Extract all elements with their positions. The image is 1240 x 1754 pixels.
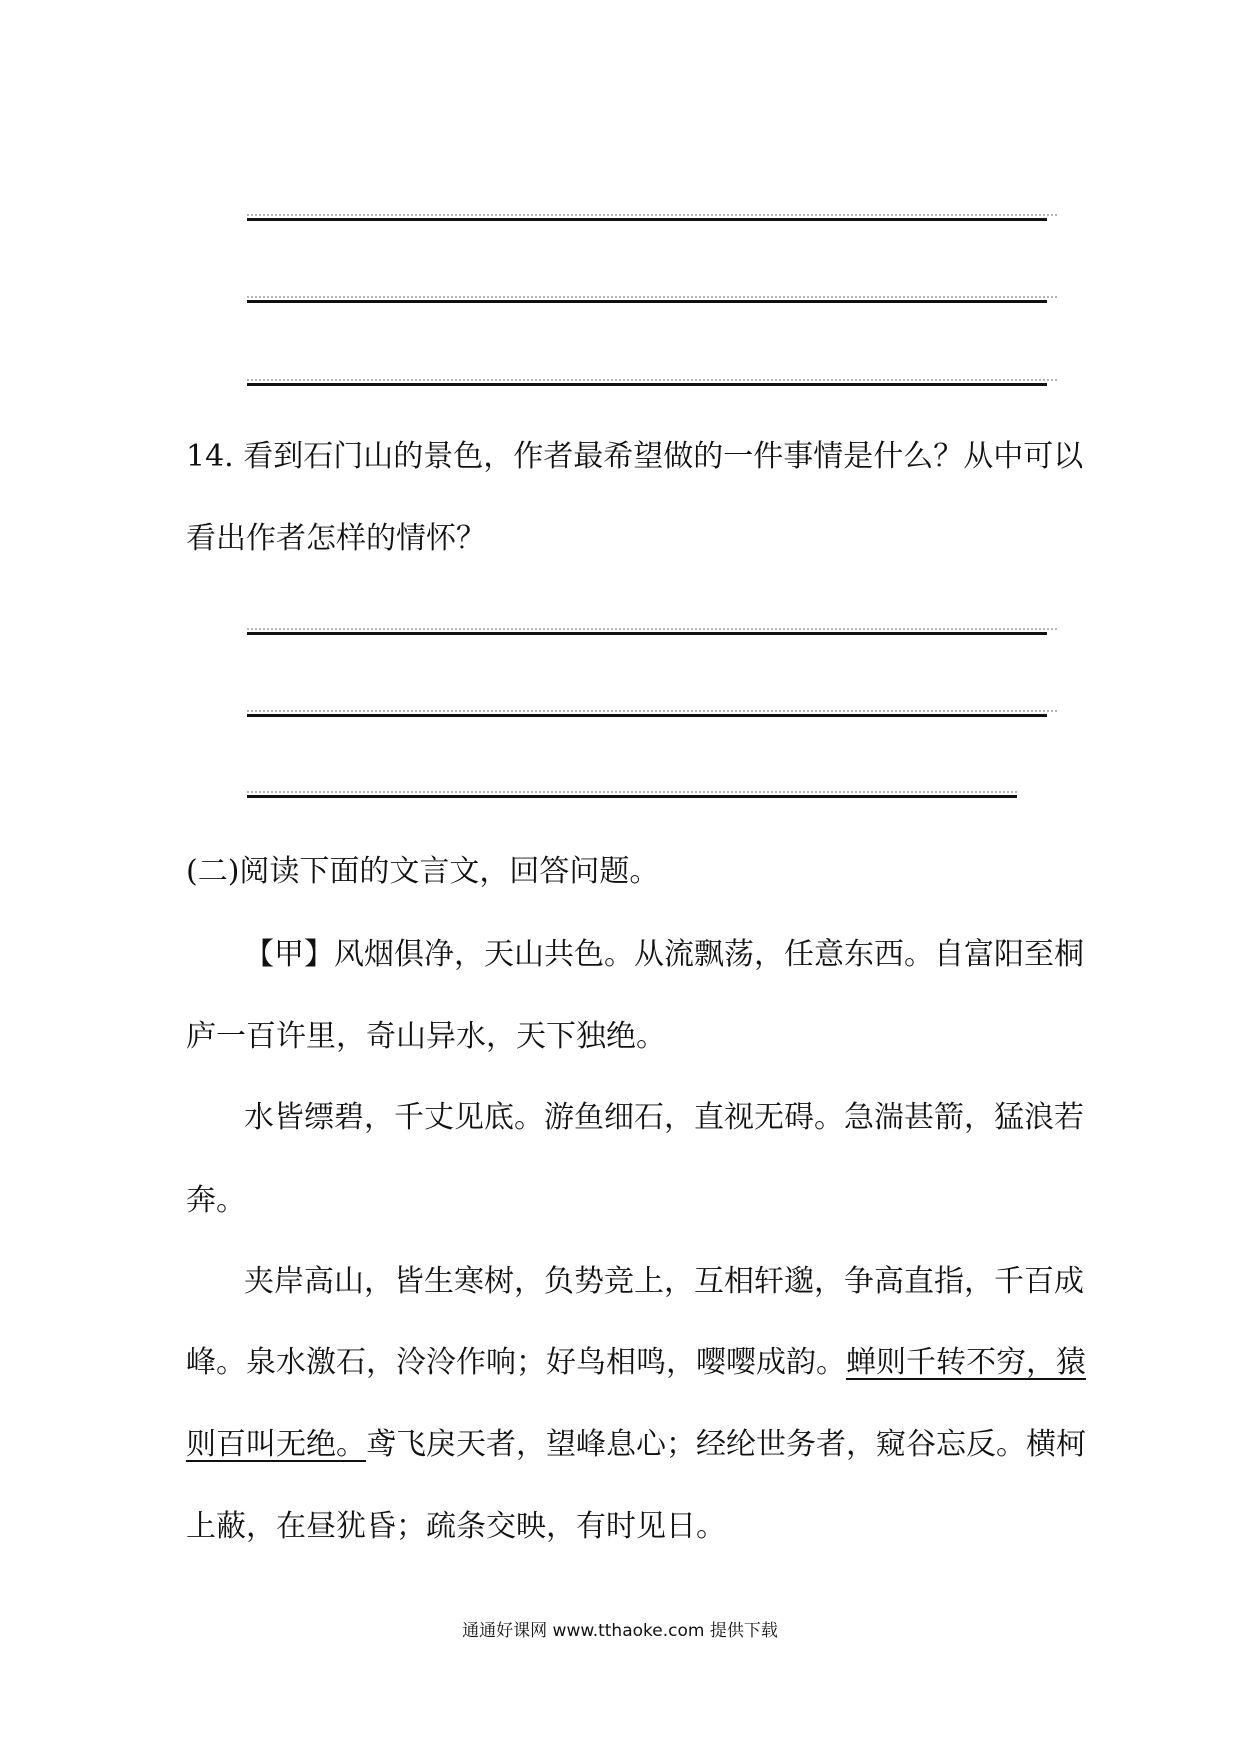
answer-line-dots	[247, 214, 1057, 216]
answer-line[interactable]	[247, 300, 1047, 303]
answer-line-dots	[247, 628, 1057, 630]
answer-line[interactable]	[247, 383, 1047, 386]
answer-line-dots	[247, 379, 1057, 381]
answer-line[interactable]	[247, 795, 1017, 798]
underlined-sentence-part-1: 蝉则千转不穷，猿	[846, 1345, 1086, 1380]
section-heading: (二)阅读下面的文言文，回答问题。	[186, 854, 660, 889]
question-text: 看到石门山的景色，作者最希望做的一件事情是什么？从中可以	[243, 439, 1084, 474]
answer-line[interactable]	[247, 714, 1047, 717]
footer-credit: 通通好课网 www.tthaoke.com 提供下载	[462, 1621, 778, 1641]
passage-p3-line-2-plain: 峰。泉水激石，泠泠作响；好鸟相鸣，嘤嘤成韵。	[186, 1345, 846, 1380]
question-14-line-1	[186, 437, 1083, 477]
passage-p1-line-2: 庐一百许里，奇山异水，天下独绝。	[186, 1019, 666, 1054]
answer-line-dots	[247, 710, 1057, 712]
question-number: 14.	[186, 439, 234, 474]
passage-p1-line-1: 【甲】风烟俱净，天山共色。从流飘荡，任意东西。自富阳至桐	[244, 937, 1084, 972]
passage-p3-line-1: 夹岸高山，皆生寒树，负势竞上，互相轩邈，争高直指，千百成	[244, 1264, 1084, 1299]
passage-p2-line-2: 奔。	[186, 1183, 246, 1218]
passage-p3-line-3	[186, 1425, 1086, 1465]
answer-line-dots	[247, 296, 1057, 298]
passage-p2-line-1: 水皆缥碧，千丈见底。游鱼细石，直视无碍。急湍甚箭，猛浪若	[244, 1100, 1084, 1135]
passage-p3-line-4: 上蔽，在昼犹昏；疏条交映，有时见日。	[186, 1509, 726, 1544]
passage-p3-line-3-plain: 鸢飞戾天者，望峰息心；经纶世务者，窥谷忘反。横柯	[366, 1427, 1086, 1462]
question-14-line-2: 看出作者怎样的情怀？	[186, 521, 486, 556]
answer-line[interactable]	[247, 632, 1047, 635]
underlined-sentence-part-2: 则百叫无绝。	[186, 1427, 366, 1462]
answer-line[interactable]	[247, 218, 1047, 221]
answer-line-dots	[247, 791, 1017, 793]
passage-p3-line-2	[186, 1343, 1086, 1383]
